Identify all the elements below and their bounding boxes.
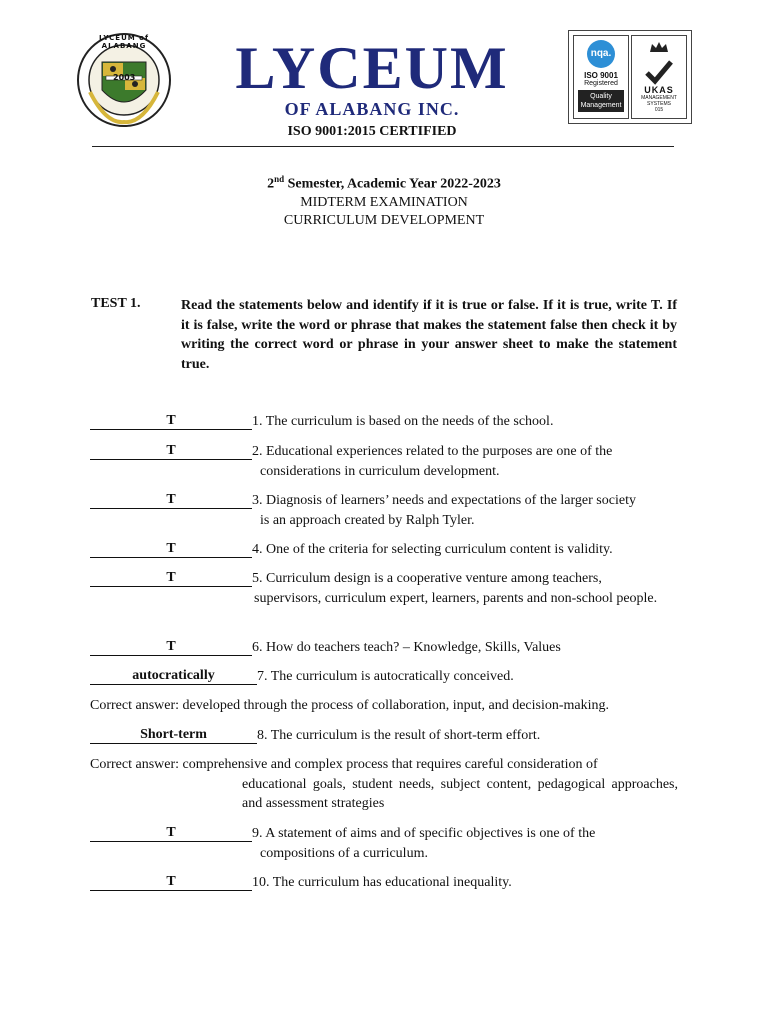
- answer-blank[interactable]: T: [90, 491, 252, 509]
- semester-text: Semester, Academic Year 2022-2023: [284, 176, 501, 192]
- question-text: 3. Diagnosis of learners’ needs and expectations of the larger society: [252, 493, 636, 508]
- question-text-continued: is an approach created by Ralph Tyler.: [260, 512, 475, 528]
- certification-badge: [568, 30, 692, 124]
- question-item-2: [90, 442, 678, 481]
- question-text: 1. The curriculum is based on the needs of the school.: [252, 414, 554, 429]
- nqa-panel: [573, 35, 629, 119]
- quality: Quality: [590, 93, 612, 100]
- semester-suffix: nd: [274, 174, 285, 184]
- correct-answer-text: comprehensive and complex process that requires careful consideration of: [179, 757, 598, 772]
- ukas-text: UKAS: [644, 85, 674, 95]
- nqa-text: nqa.: [590, 48, 612, 59]
- question-text: 10. The curriculum has educational inequality.: [252, 875, 512, 890]
- question-text: 9. A statement of aims and of specific objectives is one of the: [252, 826, 596, 841]
- correct-answer-1: [90, 696, 678, 716]
- question-text-continued: compositions of a curriculum.: [260, 845, 428, 861]
- answer-blank[interactable]: autocratically: [90, 667, 257, 685]
- question-item-6: [90, 638, 678, 658]
- question-item-1: [90, 412, 678, 432]
- correct-answer-text-continued: educational goals, student needs, subject content, pedagogical approaches, and assessment strategies: [242, 776, 678, 811]
- question-item-7: [90, 667, 678, 687]
- seal-year: 2003: [113, 73, 136, 82]
- ukas-systems: SYSTEMS: [647, 101, 671, 107]
- question-text: 5. Curriculum design is a cooperative venture among teachers,: [252, 571, 602, 586]
- quality-management-box: [578, 90, 624, 112]
- question-text: 2. Educational experiences related to the purposes are one of the: [252, 444, 613, 459]
- brand-block: [196, 35, 548, 140]
- answer-blank[interactable]: Short-term: [90, 726, 257, 744]
- correct-answer-label: Correct answer:: [90, 757, 180, 772]
- question-item-4: [90, 540, 678, 560]
- answer-blank[interactable]: T: [90, 412, 252, 430]
- school-subtitle: OF ALABANG INC.: [284, 99, 460, 119]
- question-item-5: [90, 569, 678, 608]
- correct-answer-2: [90, 755, 678, 814]
- test-instruction: Read the statements below and identify if it is true or false. If it is true, write T. If it is false, write the word or phrase that makes the statement false then check it by writing the correct word or phrase in your answer sheet to make the statement true.: [181, 298, 677, 372]
- test-label: TEST 1.: [91, 296, 141, 311]
- answer-blank[interactable]: T: [90, 569, 252, 587]
- management: Management: [580, 102, 622, 109]
- exam-subject: CURRICULUM DEVELOPMENT: [283, 212, 485, 228]
- exam-title: MIDTERM EXAMINATION: [300, 194, 468, 210]
- question-text-continued: considerations in curriculum development.: [260, 463, 500, 479]
- ukas-management: MANAGEMENT: [641, 95, 677, 101]
- question-item-9: [90, 824, 678, 863]
- question-text: 4. One of the criteria for selecting curriculum content is validity.: [252, 542, 613, 557]
- question-item-3: [90, 491, 678, 530]
- correct-answer-text: developed through the process of collaboration, input, and decision-making.: [179, 698, 610, 713]
- checkmark-icon: [644, 59, 674, 85]
- question-item-10: [90, 873, 678, 893]
- iso-certified: ISO 9001:2015 CERTIFIED: [287, 124, 457, 139]
- correct-answer-label: Correct answer:: [90, 698, 180, 713]
- answer-blank[interactable]: T: [90, 824, 252, 842]
- answer-blank[interactable]: T: [90, 540, 252, 558]
- question-text-continued: supervisors, curriculum expert, learners, parents and non-school people.: [254, 590, 658, 606]
- registered: Registered: [584, 80, 618, 87]
- semester-number: 2: [267, 176, 275, 192]
- answer-blank[interactable]: T: [90, 873, 252, 891]
- seal-text: LYCEUM of ALABANG: [98, 34, 150, 50]
- crown-icon: [648, 40, 670, 54]
- ukas-panel: [631, 35, 687, 119]
- answer-blank[interactable]: T: [90, 638, 252, 656]
- question-item-8: [90, 726, 678, 746]
- school-name: LYCEUM: [235, 35, 509, 101]
- question-text: 6. How do teachers teach? – Knowledge, Skills, Values: [252, 640, 561, 655]
- ukas-number: 015: [654, 107, 664, 113]
- exam-heading: [0, 170, 768, 230]
- iso-9001: ISO 9001: [584, 71, 618, 80]
- question-text: 8. The curriculum is the result of short-term effort.: [257, 728, 541, 743]
- question-text: 7. The curriculum is autocratically conceived.: [257, 669, 514, 684]
- nqa-logo-icon: [587, 40, 615, 68]
- header-divider: [92, 146, 674, 147]
- answer-blank[interactable]: T: [90, 442, 252, 460]
- semester-line: [0, 170, 768, 194]
